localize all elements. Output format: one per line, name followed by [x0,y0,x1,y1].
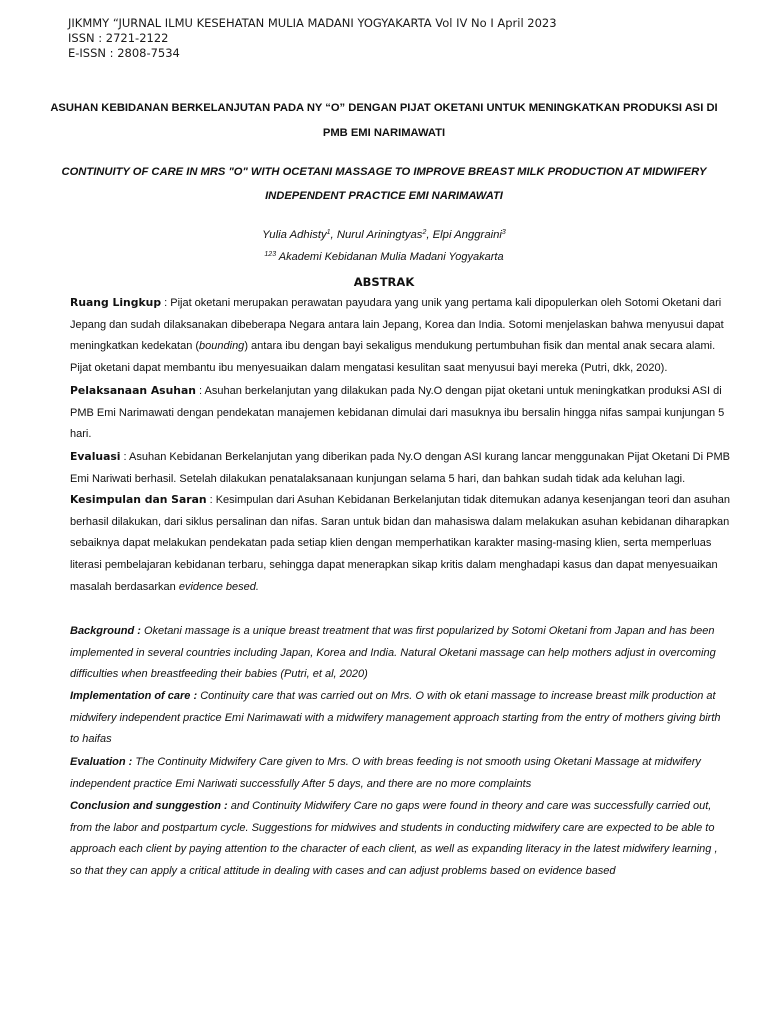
kesimpulan-line-5 [70,577,699,599]
evaluasi-label: Evaluasi [70,450,121,463]
author-2-sup: 2 [422,229,427,236]
background-line-1 [70,621,715,643]
evaluasi-line-1 [70,446,730,469]
kesimpulan-text-1: : Kesimpulan dari Asuhan Kebidanan Berkelanjutan tidak ditemukan adanya kesenjangan teori dan asuhan [206,494,731,506]
implementation-line-1 [70,686,716,708]
abstract-background [70,621,716,686]
abstrak-ruang-lingkup [70,292,724,380]
eissn: E-ISSN : 2808-7534 [68,46,180,60]
kesimpulan-line-1 [70,489,731,512]
author-1: Yulia Adhisty [262,229,327,241]
author-3: , Elpi Anggraini [426,229,502,241]
conclusion-line-1 [70,796,712,818]
abstrak-pelaksanaan [70,380,725,446]
journal-name: JIKMMY “JURNAL ILMU KESEHATAN MULIA MADANI YOGYAKARTA Vol IV No I April 2023 [68,16,557,30]
ruang-line-1 [70,292,722,315]
ruang-line-4: Pijat oketani dapat membantu ibu menyesuaikan dalam mengatasi kesulitan saat menyusui bayi mereka (Putri, dkk, 2020). [70,362,668,375]
pelaksanaan-line-1 [70,380,722,403]
evaluasi-text-1: : Asuhan Kebidanan Berkelanjutan yang diberikan pada Ny.O dengan ASI kurang lancar menggunakan Pijat Oketani Di PMB [120,451,730,463]
abstrak-evaluasi [70,446,730,490]
evaluation-text-1: The Continuity Midwifery Care given to Mrs. O with breas feeding is not smooth using Oketani Massage at midwifery [132,756,701,768]
author-1-sup: 1 [326,229,331,236]
conclusion-text-1: and Continuity Midwifery Care no gaps were found in theory and care was successfully carried out, [227,800,712,812]
abstract-implementation [70,686,721,751]
title-en-line1: CONTINUITY OF CARE IN MRS "O" WITH OCETANI MASSAGE TO IMPROVE BREAST MILK PRODUCTION AT MIDWIFERY [61,166,707,178]
kesimpulan-text-5b: evidence besed. [178,580,259,593]
implementation-text-1: Continuity care that was carried out on Mrs. O with ok etani massage to increase breast milk production at [197,690,716,702]
kesimpulan-text-5a: masalah berdasarkan [70,580,179,593]
pelaksanaan-label: Pelaksanaan Asuhan [70,384,196,397]
kesimpulan-line-4: literasi pembelajaran kebidanan terbaru, sehingga dapat menerapkan sikap kritis dalam menghadapi kasus dan dapat menyesuaikan [70,559,718,572]
affiliation-sup: 123 [264,251,277,258]
implementation-line-3: to haifas [70,733,112,746]
abstrak-kesimpulan [70,489,731,599]
evaluation-line-1 [70,752,699,774]
authors [0,229,768,241]
abstract-evaluation [70,752,699,795]
title-id-line2: PMB EMI NARIMAWATI [322,127,446,139]
pelaksanaan-text-1: : Asuhan berkelanjutan yang dilakukan pada Ny.O dengan pijat oketani untuk meningkatkan produksi ASI di [195,385,722,397]
evaluasi-line-2: Emi Nariwati berhasil. Setelah dilakukan penatalaksanaan kunjungan selama 5 hari, dan bahkan sudah tidak ada keluhan lagi. [70,472,686,485]
journal-header [68,16,557,61]
ruang-label: Ruang Lingkup [70,296,162,309]
abstract-conclusion [70,796,718,883]
evaluation-line-2: independent practice Emi Nariwati successfully After 5 days, and there are no more complaints [70,777,532,790]
conclusion-line-4: so that they can apply a critical attitude in dealing with cases and can adjust problems based on evidence based [70,865,616,878]
ruang-text-3b: bounding [199,340,245,353]
background-line-3: difficulties when breastfeeding their babies (Putri, et al, 2020) [70,668,368,681]
ruang-text-1: : Pijat oketani merupakan perawatan payudara yang unik yang pertama kali dipopulerkan oleh Sotomi Oketani dari [161,297,722,309]
pelaksanaan-line-2: PMB Emi Narimawati dengan pendekatan manajemen kebidanan dimulai dari masuknya ibu bersalin hingga nifas sampai kunjungan 5 [70,406,725,419]
conclusion-line-3: approach each client by paying attention to the character of each client, as well as expanding literacy in the latest midwifery learning , [70,843,718,856]
pelaksanaan-line-3: hari. [70,428,92,441]
title-id-line1: ASUHAN KEBIDANAN BERKELANJUTAN PADA NY “O” DENGAN PIJAT OKETANI UNTUK MENINGKATKAN PRODUKSI ASI DI [50,102,718,114]
implementation-label: Implementation of care : [70,690,198,702]
conclusion-line-2: from the labor and postpartum cycle. Suggestions for midwives and students in conducting midwifery care are expected to be able to [70,821,715,834]
title-english [40,160,728,208]
title-indonesian [40,96,728,146]
evaluation-label: Evaluation : [70,756,133,768]
abstrak-heading: ABSTRAK [353,275,415,289]
background-line-2: implemented in several countries including Japan, Korea and India. Natural Oketani massage can help mothers adjust in overcoming [70,646,716,659]
ruang-line-2: Jepang dan sudah dilaksanakan dibeberapa Negara antara lain Jepang, Korea dan India. Sotomi menjelaskan bahwa menyusui dapat [70,318,724,331]
issn: ISSN : 2721-2122 [68,31,169,45]
author-2: , Nurul Ariningtyas [330,229,423,241]
kesimpulan-line-3: sebaiknya dapat melakukan pendekatan pada setiap klien dengan memperhatikan karakter masing-masing klien, serta memperluas [70,537,712,550]
kesimpulan-label: Kesimpulan dan Saran [70,493,207,506]
affiliation [0,251,768,263]
ruang-line-3 [70,336,716,358]
implementation-line-2: midwifery independent practice Emi Narimawati with a midwifery management approach starting from the entry of mothers giving birth [70,711,721,724]
background-text-1: Oketani massage is a unique breast treatment that was first popularized by Sotomi Oketani from Japan and has been [140,625,715,637]
author-3-sup: 3 [501,229,506,236]
kesimpulan-line-2: berhasil dilakukan, dari siklus persalinan dan nifas. Saran untuk bidan dan mahasiswa dalam melakukan asuhan kebidanan diharapkan [70,515,730,528]
ruang-text-3c: ) antara ibu dengan bayi sekaligus mendukung pertumbuhan fisik dan mental anak secara alami. [244,340,716,353]
ruang-text-3a: meningkatkan kedekatan ( [70,340,200,353]
conclusion-label: Conclusion and sunggestion : [70,800,228,812]
background-label: Background : [70,625,141,637]
affiliation-text: Akademi Kebidanan Mulia Madani Yogyakarta [276,251,504,263]
title-en-line2: INDEPENDENT PRACTICE EMI NARIMAWATI [265,190,503,202]
